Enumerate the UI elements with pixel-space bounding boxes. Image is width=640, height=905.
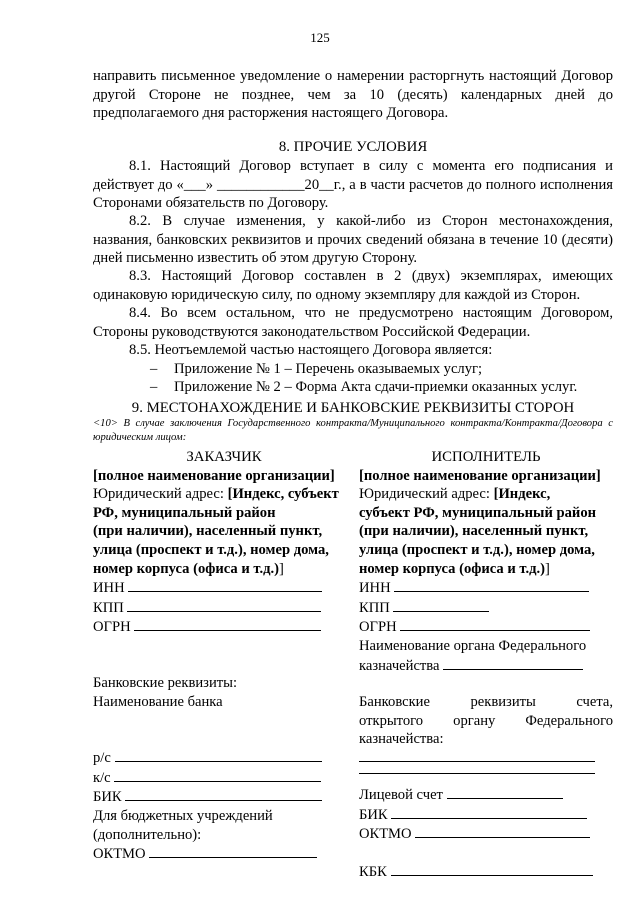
inn-label: ИНН [93,580,125,597]
address-value: [Индекс, субъект [227,486,339,503]
contractor-column [359,448,613,881]
intro-paragraph: направить письменное уведомление о намерении расторгнуть настоящий Договор другой Стороне не позднее, чем за 10 (десять) календарных дней до предполагаемого дня расторжения настоящего Договора. [93,68,613,121]
customer-name: [полное наименование организации] [93,467,335,484]
kpp-line[interactable] [127,598,321,612]
clause-8-1: 8.1. Настоящий Договор вступает в силу с момента его подписания и действует до «___» ____________20__г., а в части расчетов до полного исполнения Сторонами обязательств по Договору. [93,158,613,211]
bik-label: БИК [93,789,122,806]
treasury-label: Наименование органа Федерального [359,637,587,654]
oktmo-label: ОКТМО [93,846,146,863]
bank-word: Федерального [525,712,613,729]
customer-budget-note: (дополнительно): [93,826,202,843]
address-label: Юридический адрес: [93,486,228,503]
oktmo-label: ОКТМО [359,826,412,843]
customer-header: ЗАКАЗЧИК [186,449,262,465]
clause-8-4: 8.4. Во всем остальном, что не предусмотрено настоящим Договором, Стороны руководствуются законодательством Российской Федерации. [93,305,613,340]
dash-marker: – [150,379,158,395]
ogrn-label: ОГРН [359,619,397,636]
address-value: (при наличии), населенный пункт, [359,523,589,540]
contractor-bank-details: казначейства: [359,731,444,748]
address-label: Юридический адрес: [359,486,494,503]
kpp-line[interactable] [393,598,489,612]
address-value: номер корпуса (офиса и т.д.) [93,560,280,577]
oktmo-line[interactable] [149,844,317,858]
customer-bank-details: Банковские реквизиты: [93,674,237,691]
contractor-name: [полное наименование организации] [359,467,601,484]
customer-budget-note: Для бюджетных учреждений [93,807,273,824]
customer-column [93,448,355,864]
clause-8-3: 8.3. Настоящий Договор составлен в 2 (двух) экземплярах, имеющих одинаковую юридическую силу, по одному экземпляру для каждой из Сторон. [93,268,613,303]
treasury-field [359,656,613,676]
rs-label: р/с [93,750,111,767]
section-9-title: 9. МЕСТОНАХОЖДЕНИЕ И БАНКОВСКИЕ РЕКВИЗИТЫ СТОРОН [131,400,575,416]
bank-word: счета, [576,694,613,711]
customer-rs-field [93,748,355,768]
address-value: улица (проспект и т.д.), номер дома, [93,541,329,558]
bik-label: БИК [359,806,388,823]
address-value [359,560,613,579]
ks-label: к/с [93,769,111,786]
address-value: РФ, муниципальный район [93,504,276,521]
customer-oktmo-field [93,844,355,864]
clause-8-5: 8.5. Неотъемлемой частью настоящего Договора является: [129,342,493,358]
bracket: ] [279,560,284,577]
bracket: ] [545,560,550,577]
address-value: (при наличии), населенный пункт, [93,523,323,540]
bank-word: открытого [359,712,424,729]
kbk-line[interactable] [391,862,593,876]
customer-kpp-field [93,598,355,618]
contractor-bank-details [359,693,613,712]
customer-address [93,485,355,504]
clause-8-2: 8.2. В случае изменения, у какой-либо из Сторон местонахождения, названия, банковских реквизитов и прочих сведений обязана в течение 10 (десяти) дней письменно известить об этом другую Сторону. [93,213,613,266]
bik-line[interactable] [391,805,587,819]
address-value: улица (проспект и т.д.), номер дома, [359,541,595,558]
section-9-note: <10> В случае заключения Государственного контракта/Муниципального контракта/Контракта/Договора с юридическим лицом: [93,418,613,443]
address-value [93,560,355,579]
bank-word: реквизиты [470,694,536,711]
page-number: 125 [310,30,330,45]
appendix-1: Приложение № 1 – Перечень оказываемых услуг; [174,361,483,377]
account-label: Лицевой счет [359,786,443,803]
rs-line[interactable] [115,748,322,762]
treasury-label: казначейства [359,657,440,674]
contractor-oktmo-field [359,824,613,844]
ogrn-line[interactable] [134,617,321,631]
contractor-bank-details [359,712,613,731]
inn-line[interactable] [394,578,589,592]
address-value: номер корпуса (офиса и т.д.) [359,560,546,577]
bank-word: Банковские [359,694,430,711]
customer-bik-field [93,787,355,807]
bik-line[interactable] [125,787,322,801]
dash-marker: – [150,361,158,377]
appendix-2: Приложение № 2 – Форма Акта сдачи-приемки оказанных услуг. [174,379,578,395]
kpp-label: КПП [359,599,390,616]
customer-ogrn-field [93,617,355,637]
ogrn-label: ОГРН [93,619,131,636]
contractor-inn-field [359,578,613,598]
account-line[interactable] [447,785,563,799]
treasury-line[interactable] [443,656,583,670]
blank-line[interactable] [359,773,595,774]
contractor-ogrn-field [359,617,613,637]
contractor-account-field [359,785,613,805]
section-8-title: 8. ПРОЧИЕ УСЛОВИЯ [278,139,428,155]
contractor-kbk-field [359,862,613,882]
contractor-kpp-field [359,598,613,618]
oktmo-line[interactable] [415,824,590,838]
contractor-bik-field [359,805,613,825]
customer-inn-field [93,578,355,598]
blank-line[interactable] [359,761,595,762]
customer-bank-name: Наименование банка [93,693,223,710]
address-value: субъект РФ, муниципальный район [359,504,597,521]
ogrn-line[interactable] [400,617,590,631]
bank-word: органу [453,712,496,729]
inn-line[interactable] [128,578,322,592]
address-value: [Индекс, [493,486,551,503]
contractor-address [359,485,613,504]
kbk-label: КБК [359,863,387,880]
contractor-header: ИСПОЛНИТЕЛЬ [431,449,541,465]
ks-line[interactable] [114,768,321,782]
customer-ks-field [93,768,355,788]
kpp-label: КПП [93,599,124,616]
inn-label: ИНН [359,580,391,597]
